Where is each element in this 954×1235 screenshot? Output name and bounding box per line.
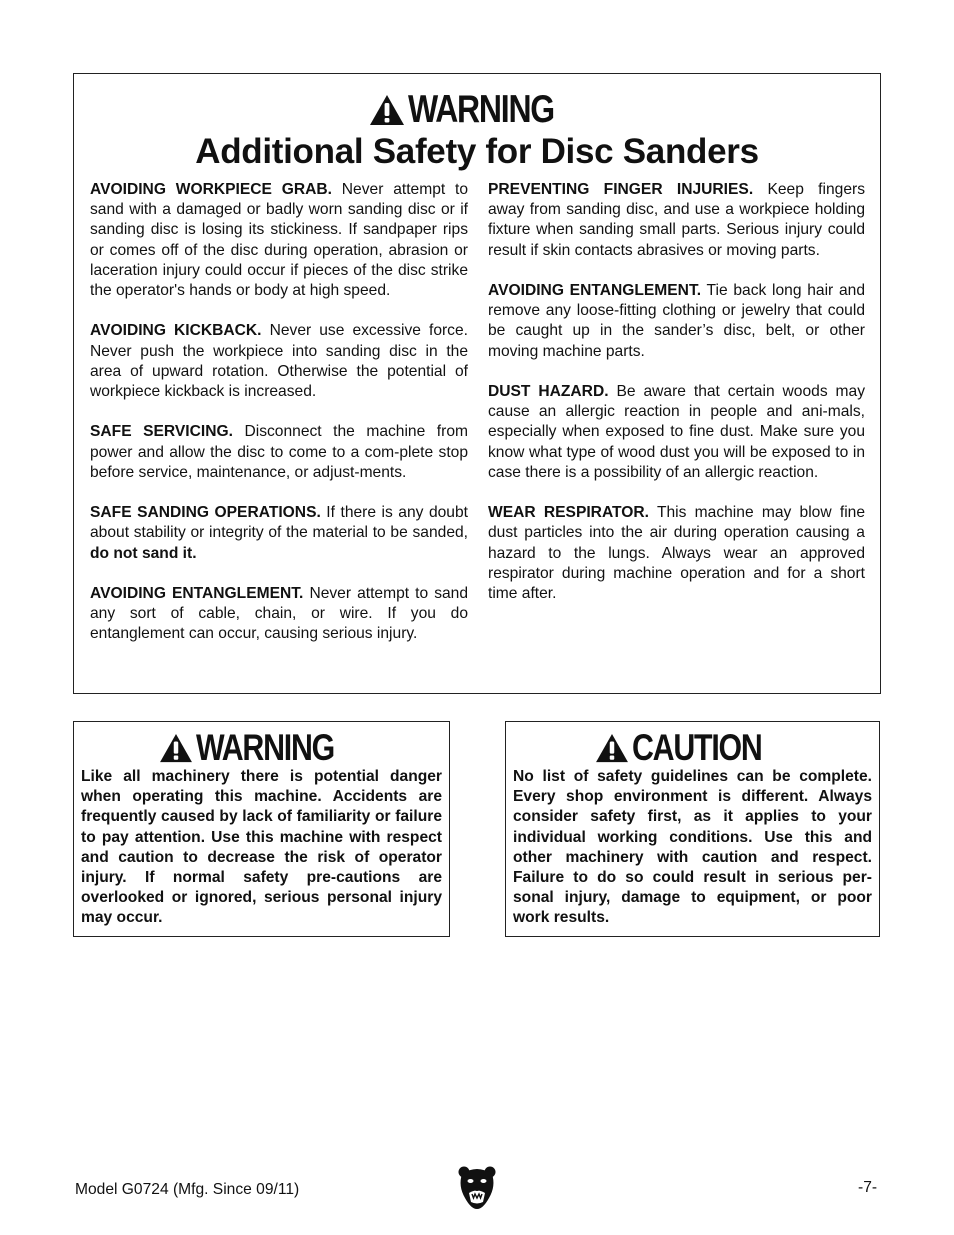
warning-signal — [74, 728, 449, 768]
safety-item-heading: WEAR RESPIRATOR. — [488, 504, 650, 522]
safety-item-heading: SAFE SANDING OPERATIONS. — [90, 504, 321, 522]
safety-item — [488, 281, 865, 362]
safety-item-heading: AVOIDING KICKBACK. — [90, 322, 262, 340]
safety-item-text: Be aware that certain woods may cause an allergic reaction in people and ani-mals, especially when exposed to fine dust. Make sure you know what type of wood dust you will be exposed to in case there is a possibility of an allergic reaction. — [488, 383, 865, 481]
safety-item — [90, 584, 468, 645]
left-column — [90, 180, 468, 665]
safety-item-text: Tie back long hair and remove any loose-fitting clothing or jewelry that could be caught up in the sander’s disc, belt, or other moving machine parts. — [488, 282, 866, 360]
footer-model: Model G0724 (Mfg. Since 09/11) — [75, 1181, 300, 1198]
safety-item-text: This machine may blow fine dust particles into the air during operation causing a hazard to the lungs. Always wear an approved respirator during machine operation and for a short time after. — [488, 504, 865, 603]
caution-text: No list of safety guidelines can be complete. Every shop environment is different. Always consider safety first, as it applies to your individual working conditions. Use this and other machinery with caution and respect. Failure to do so could result in serious per-sonal injury, damage to equipment, or poor work results. — [513, 768, 872, 927]
safety-item-emphasis: do not sand it. — [90, 544, 197, 562]
safety-item-text: Never use excessive force. Never push the workpiece into sanding disc in the area of upward rotation. Otherwise the potential of workpiece kickback is increased. — [90, 322, 468, 401]
caution-signal — [506, 728, 879, 768]
safety-item-text: Keep fingers away from sanding disc, and use a workpiece holding fixture when sanding small parts. Serious injury could result if skin contacts abrasives or moving parts. — [488, 181, 865, 259]
general-warning-box — [73, 721, 450, 937]
safety-item — [488, 180, 865, 261]
warning-signal — [74, 90, 880, 130]
safety-item — [90, 503, 468, 564]
warning-triangle-icon — [369, 94, 405, 126]
right-column — [488, 180, 865, 624]
safety-item-text: Disconnect the machine from power and allow the disc to come to a com-plete stop before service, maintenance, or adjust-ments. — [90, 423, 468, 481]
caution-triangle-icon — [595, 733, 629, 763]
disc-sander-safety-panel — [73, 73, 881, 694]
safety-item-heading: AVOIDING ENTANGLEMENT. — [488, 282, 702, 299]
signal-word: WARNING — [195, 727, 334, 768]
safety-item-text: If there is any doubt about stability or integrity of the material to be sanded, — [90, 504, 468, 542]
general-caution-box — [505, 721, 880, 937]
safety-item-heading: SAFE SERVICING. — [90, 423, 233, 441]
safety-item-heading: DUST HAZARD. — [488, 383, 609, 400]
safety-item — [90, 422, 468, 483]
safety-item — [90, 321, 468, 402]
safety-item — [90, 180, 468, 301]
signal-word: WARNING — [407, 88, 554, 131]
warning-triangle-icon — [159, 733, 193, 763]
warning-text: Like all machinery there is potential danger when operating this machine. Accidents are frequently caused by lack of familiarity or failure to pay attention. Use this machine with respect and caution to decrease the risk of operator injury. If normal safety pre-cautions are overlooked or ignored, serious personal injury may occur. — [81, 768, 442, 927]
grizzly-bear-icon — [458, 1164, 496, 1210]
safety-item-heading: AVOIDING ENTANGLEMENT. — [90, 585, 304, 602]
safety-item — [488, 382, 865, 483]
safety-item-heading: AVOIDING WORKPIECE GRAB. — [90, 181, 332, 198]
page-number: -7- — [858, 1179, 878, 1196]
safety-item-text: Never attempt to sand with a damaged or badly worn sanding disc or if sanding disc is losing its stickiness. If sandpaper rips or comes off of the disc during operation, abrasion or laceration injury could occur if pieces of the disc strike the operator's hands or body at high speed. — [90, 181, 469, 300]
safety-item — [488, 503, 865, 604]
page-title: Additional Safety for Disc Sanders — [195, 132, 759, 171]
signal-word: CAUTION — [631, 727, 762, 768]
safety-item-heading: PREVENTING FINGER INJURIES. — [488, 181, 754, 198]
safety-item-text: Never attempt to sand any sort of cable, chain, or wire. If you do entanglement can occur, causing serious injury. — [90, 585, 469, 643]
